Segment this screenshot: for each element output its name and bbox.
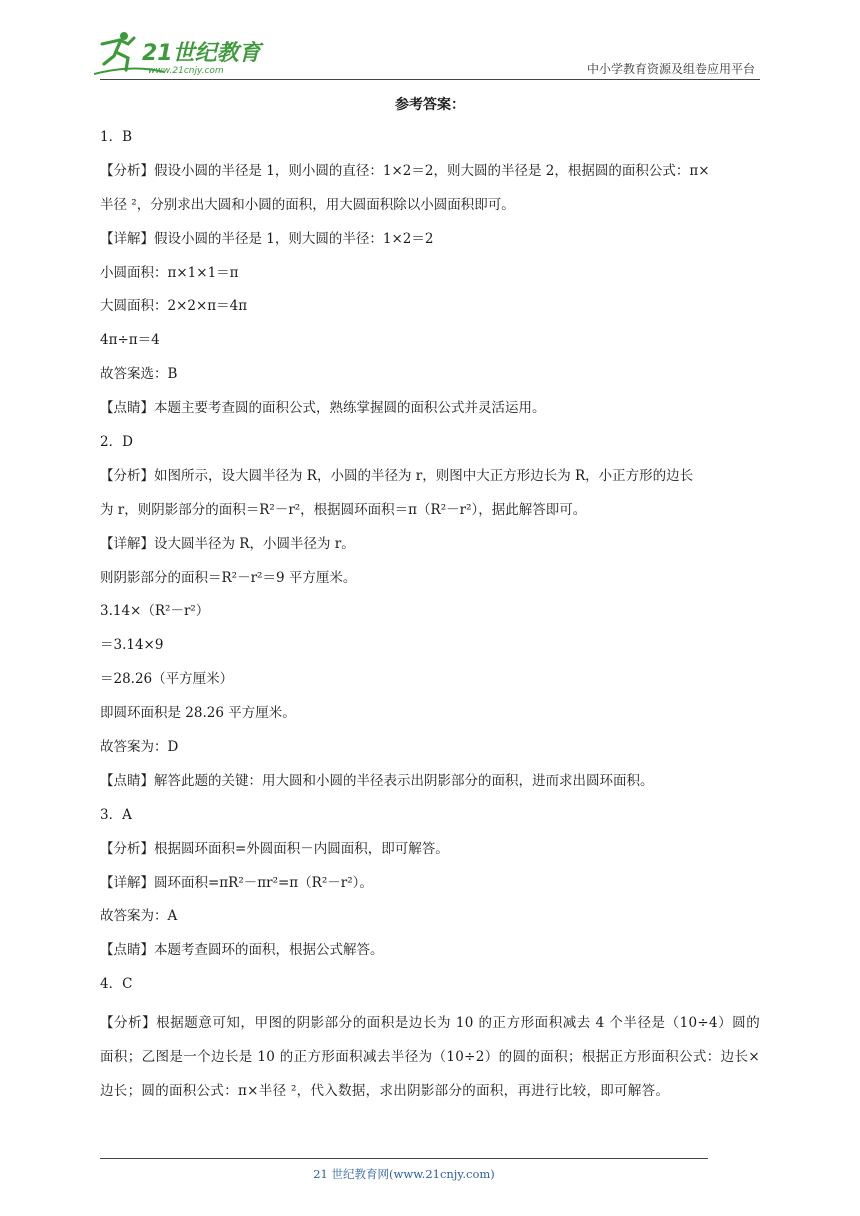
text-line: 3．A: [100, 806, 132, 823]
text-line: 3.14×（R²－r²）: [100, 603, 210, 620]
footer-divider: [100, 1158, 708, 1159]
text-line: 【详解】圆环面积=πR²－πr²=π（R²－r²）。: [100, 874, 373, 891]
text-line: 故答案选：B: [100, 366, 178, 383]
text-line: 半径 ²，分别求出大圆和小圆的面积，用大圆面积除以小圆面积即可。: [100, 196, 515, 213]
text-line: 【详解】假设小圆的半径是 1，则大圆的半径：1×2＝2: [100, 230, 434, 247]
text-line: 【分析】假设小圆的半径是 1，则小圆的直径：1×2＝2，则大圆的半径是 2，根据圆的面积公式：π×: [100, 162, 710, 179]
platform-name: 中小学教育资源及组卷应用平台: [586, 62, 755, 76]
text-line: 【分析】如图所示，设大圆半径为 R，小圆的半径为 r，则图中大正方形边长为 R，小正方形的边长: [100, 467, 694, 484]
text-line: 【详解】设大圆半径为 R，小圆半径为 r。: [100, 535, 355, 552]
text-line: 故答案为：D: [100, 739, 179, 756]
text-line: 【点睛】本题考查圆环的面积，根据公式解答。: [100, 942, 384, 959]
text-line: 4．C: [100, 976, 133, 993]
text-line: 即圆环面积是 28.26 平方厘米。: [100, 705, 296, 722]
text-line: 【点睛】本题主要考查圆的面积公式，熟练掌握圆的面积公式并灵活运用。: [100, 400, 546, 417]
text-line: 1．B: [100, 129, 133, 145]
text-line: 小圆面积：π×1×1＝π: [100, 264, 239, 281]
analysis-paragraph: 【分析】根据题意可知，甲图的阴影部分的面积是边长为 10 的正方形面积减去 4 个半径是（10÷4）圆的面积；乙图是一个边长是 10 的正方形面积减去半径为（10÷2）的圆的面积；根据正方形面积公式：边长×边长；圆的面积公式：π×半径 ²，代入数据，求出阴影部分的面积，再进行比较，即可解答。: [100, 1015, 760, 1099]
text-line: 【分析】根据圆环面积=外圆面积－内圆面积，即可解答。: [100, 840, 449, 857]
page-title: 参考答案：: [395, 97, 465, 113]
text-line: 4π÷π＝4: [100, 332, 160, 349]
runner-logo-icon: [94, 30, 264, 80]
text-line: ＝3.14×9: [100, 637, 164, 654]
header-divider: [100, 79, 760, 80]
svg-text:www.21cnjy.com: www.21cnjy.com: [148, 66, 224, 76]
text-line: 大圆面积：2×2×π＝4π: [100, 298, 248, 315]
page-header: [0, 0, 860, 84]
text-line: 则阴影部分的面积＝R²－r²＝9 平方厘米。: [100, 569, 357, 586]
text-line: 2．D: [100, 434, 133, 451]
text-line: 故答案为：A: [100, 908, 178, 925]
footer-source: 21 世纪教育网(www.21cnjy.com): [313, 1167, 495, 1181]
text-line: 【点睛】解答此题的关键：用大圆和小圆的半径表示出阴影部分的面积，进而求出圆环面积。: [100, 772, 654, 789]
svg-text:21世纪教育: 21世纪教育: [142, 41, 261, 66]
site-logo: [94, 30, 264, 80]
answer-content: [100, 93, 760, 1109]
text-line: 为 r，则阴影部分的面积＝R²－r²，根据圆环面积＝π（R²－r²），据此解答即可。: [100, 501, 587, 518]
text-line: ＝28.26（平方厘米）: [100, 671, 234, 688]
